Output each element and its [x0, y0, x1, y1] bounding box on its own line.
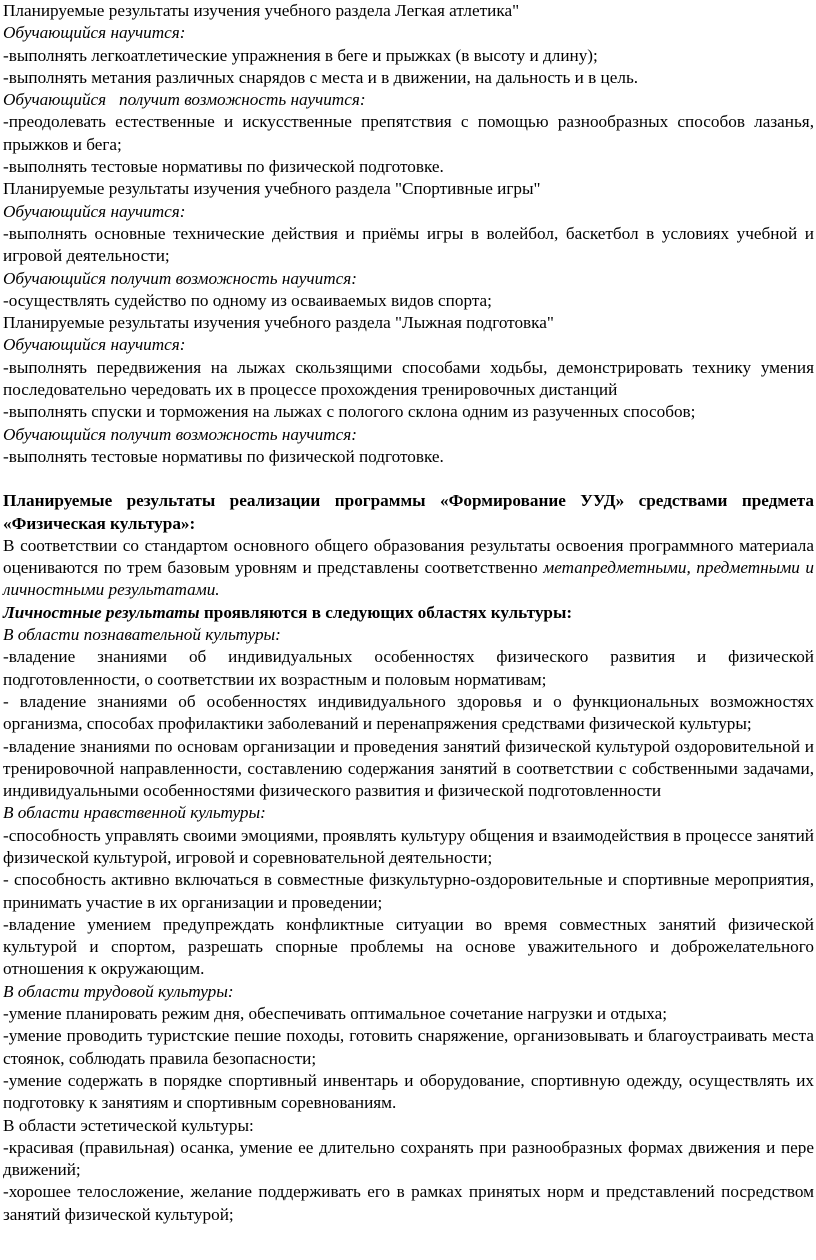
- uud-intro: [3, 535, 814, 602]
- sport-games-opportunity-item: -осуществлять судейство по одному из осваиваемых видов спорта;: [3, 290, 492, 310]
- labor-item: -умение проводить туристские пешие походы, готовить снаряжение, организовывать и благоустраивать места стоянок, соблюдать правила безопасности;: [3, 1026, 814, 1068]
- cognitive-item: - владение знаниями об особенностях индивидуального здоровья и о функциональных возможностях организма, способах профилактики заболеваний и перенапряжения средствами физической культуры;: [3, 691, 814, 734]
- athletics-title: Планируемые результаты изучения учебного раздела Легкая атлетика": [3, 1, 520, 20]
- personal-results-rest: проявляются в следующих областях культуры:: [199, 602, 573, 622]
- aesthetic-item: -красивая (правильная) осанка, умение ее длительно сохранять при разнообразных формах движения и пере движений;: [3, 1137, 814, 1180]
- cognitive-label: В области познавательной культуры:: [3, 625, 281, 645]
- athletics-learn-label: Обучающийся научится:: [3, 23, 186, 43]
- spacer: [3, 468, 814, 490]
- athletics-opportunity-item: -выполнять тестовые нормативы по физической подготовке.: [3, 157, 444, 177]
- aesthetic-item: -хорошее телосложение, желание поддерживать его в рамках принятых норм и представлений посредством занятий физической культурой;: [3, 1182, 814, 1224]
- personal-results-label: Личностные результаты: [3, 602, 200, 622]
- cognitive-item: -владение знаниями об индивидуальных особенностях физического развития и физической подготовленности, о соответствии их возрастным и половым нормативам;: [3, 647, 814, 689]
- aesthetic-label: В области эстетической культуры:: [3, 1115, 254, 1135]
- athletics-learn-item: -выполнять метания различных снарядов с места и в движении, на дальность и в цель.: [3, 67, 639, 87]
- moral-item: - способность активно включаться в совместные физкультурно-оздоровительные и спортивные мероприятия, принимать участие в их организации и проведении;: [3, 870, 814, 912]
- sport-games-learn-label: Обучающийся научится:: [3, 201, 186, 221]
- labor-item: -умение планировать режим дня, обеспечивать оптимальное сочетание нагрузки и отдыха;: [3, 1004, 668, 1024]
- labor-item: -умение содержать в порядке спортивный инвентарь и оборудование, спортивную одежду, осуществлять их подготовку к занятиям и спортивным соревнованиям.: [3, 1070, 814, 1113]
- personal-results-line: [3, 602, 814, 624]
- ski-opportunity-item: -выполнять тестовые нормативы по физической подготовке.: [3, 446, 444, 466]
- sport-games-opportunity-label: Обучающийся получит возможность научится:: [3, 268, 357, 288]
- sport-games-title: Планируемые результаты изучения учебного раздела "Спортивные игры": [3, 179, 541, 199]
- ski-opportunity-label: Обучающийся получит возможность научится:: [3, 424, 357, 444]
- moral-item: -владение умением предупреждать конфликтные ситуации во время совместных занятий физической культурой и спортом, разрешать спорные проблемы на основе уважительного и доброжелательного отношения к окружающим.: [3, 914, 814, 979]
- uud-intro-italic: метапредметными, предметными и личностными результатами.: [3, 558, 814, 600]
- athletics-learn-item: -выполнять легкоатлетические упражнения в беге и прыжках (в высоту и длину);: [3, 45, 598, 65]
- uud-intro-text: В соответствии со стандартом основного общего образования результаты освоения программного материала оцениваются по трем базовым уровням и представлены соответственно: [3, 535, 814, 578]
- uud-heading: Планируемые результаты реализации программы «Формирование УУД» средствами предмета «Физическая культура»:: [3, 491, 814, 533]
- labor-label: В области трудовой культуры:: [3, 981, 234, 1001]
- moral-item: -способность управлять своими эмоциями, проявлять культуру общения и взаимодействия в процессе занятий физической культурой, игровой и соревновательной деятельности;: [3, 825, 814, 867]
- ski-title: Планируемые результаты изучения учебного раздела "Лыжная подготовка": [3, 313, 554, 333]
- cognitive-item: -владение знаниями по основам организации и проведения занятий физической культурой оздоровительной и тренировочной направленности, составлению содержания занятий в соответствии с собственными задачами, индивидуальными особенностями физического развития и физической подготовленности: [3, 736, 814, 801]
- ski-learn-label: Обучающийся научится:: [3, 335, 186, 355]
- athletics-opportunity-item: -преодолевать естественные и искусственные препятствия с помощью разнообразных способов лазанья, прыжков и бега;: [3, 112, 814, 154]
- sport-games-learn-item: -выполнять основные технические действия и приёмы игры в волейбол, баскетбол в условиях учебной и игровой деятельности;: [3, 223, 814, 266]
- ski-learn-item: -выполнять спуски и торможения на лыжах с пологого склона одним из разученных способов;: [3, 402, 696, 422]
- ski-learn-item: -выполнять передвижения на лыжах скользящими способами ходьбы, демонстрировать технику умения последовательно чередовать их в процессе прохождения тренировочных дистанций: [3, 357, 814, 400]
- athletics-opportunity-label: Обучающийся получит возможность научится:: [3, 90, 366, 110]
- moral-label: В области нравственной культуры:: [3, 803, 266, 823]
